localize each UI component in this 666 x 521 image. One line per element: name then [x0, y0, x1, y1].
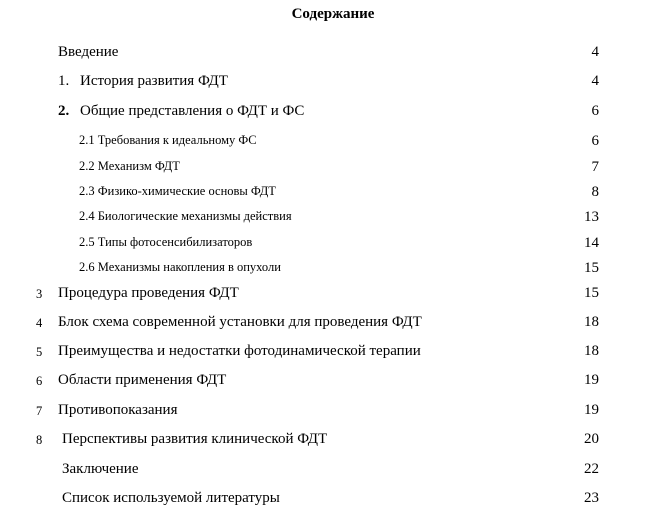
toc-entry — [0, 402, 666, 422]
toc-entry-text: Введение — [58, 44, 119, 60]
toc-entry — [0, 103, 666, 123]
toc-entry — [0, 44, 666, 64]
toc-entry-page: 7 — [591, 159, 599, 175]
toc-entry — [0, 285, 666, 305]
toc-entry — [0, 73, 666, 93]
toc-entry-page: 19 — [584, 372, 599, 388]
toc-entry-page: 22 — [584, 461, 599, 477]
toc-entry-number: 7 — [36, 404, 43, 418]
page-title: Содержание — [291, 6, 375, 22]
toc-entry-text: 2.6 Механизмы накопления в опухоли — [79, 260, 281, 274]
toc-entry-text: Перспективы развития клинической ФДТ — [62, 431, 328, 447]
toc-entry-text: Противопоказания — [58, 402, 178, 418]
toc-entry-text: Общие представления о ФДТ и ФС — [80, 103, 305, 119]
toc-subentry — [0, 209, 666, 229]
toc-entry-text: Заключение — [62, 461, 139, 477]
toc-subentry — [0, 260, 666, 280]
toc-entry-page: 13 — [584, 209, 599, 225]
toc-entry-number: 3 — [36, 287, 43, 301]
toc-subentry — [0, 133, 666, 153]
toc-entry-page: 6 — [591, 133, 599, 149]
toc-entry-text: 2.1 Требования к идеальному ФС — [79, 133, 257, 147]
toc-entry-text: Области применения ФДТ — [58, 372, 227, 388]
toc-entry — [0, 343, 666, 363]
toc-entry-page: 19 — [584, 402, 599, 418]
toc-entry-text: История развития ФДТ — [80, 73, 228, 89]
toc-entry-text: 2.5 Типы фотосенсибилизаторов — [79, 235, 253, 249]
toc-entry-page: 15 — [584, 285, 599, 301]
toc-entry-number: 5 — [36, 345, 43, 359]
toc-entry-page: 8 — [591, 184, 599, 200]
toc-subentry — [0, 159, 666, 179]
toc-entry — [0, 314, 666, 334]
toc-entry-text: Список используемой литературы — [62, 490, 280, 506]
toc-entry-text: Процедура проведения ФДТ — [58, 285, 239, 301]
toc-entry-text: 2.2 Механизм ФДТ — [79, 159, 180, 173]
toc-entry-number: 2. — [58, 103, 70, 119]
toc-entry-page: 4 — [591, 73, 599, 89]
toc-subentry — [0, 235, 666, 255]
toc-entry-page: 23 — [584, 490, 599, 506]
toc-entry-number: 4 — [36, 316, 43, 330]
toc-entry-page: 6 — [591, 103, 599, 119]
toc-entry-page: 18 — [584, 314, 599, 330]
toc-entry-text: 2.4 Биологические механизмы действия — [79, 209, 292, 223]
toc-entry-page: 18 — [584, 343, 599, 359]
toc-entry-page: 15 — [584, 260, 599, 276]
toc-subentry — [0, 184, 666, 204]
toc-entry-number: 1. — [58, 73, 70, 89]
toc-entry — [0, 431, 666, 451]
toc-entry-page: 14 — [584, 235, 599, 251]
toc-entry — [0, 461, 666, 481]
toc-entry — [0, 372, 666, 392]
toc-entry-text: 2.3 Физико-химические основы ФДТ — [79, 184, 276, 198]
toc-entry — [0, 490, 666, 510]
toc-entry-number: 6 — [36, 374, 43, 388]
toc-entry-text: Преимущества и недостатки фотодинамической терапии — [58, 343, 421, 359]
toc-entry-page: 20 — [584, 431, 599, 447]
toc-entry-page: 4 — [591, 44, 599, 60]
toc-entry-text: Блок схема современной установки для проведения ФДТ — [58, 314, 422, 330]
toc-entry-number: 8 — [36, 433, 43, 447]
